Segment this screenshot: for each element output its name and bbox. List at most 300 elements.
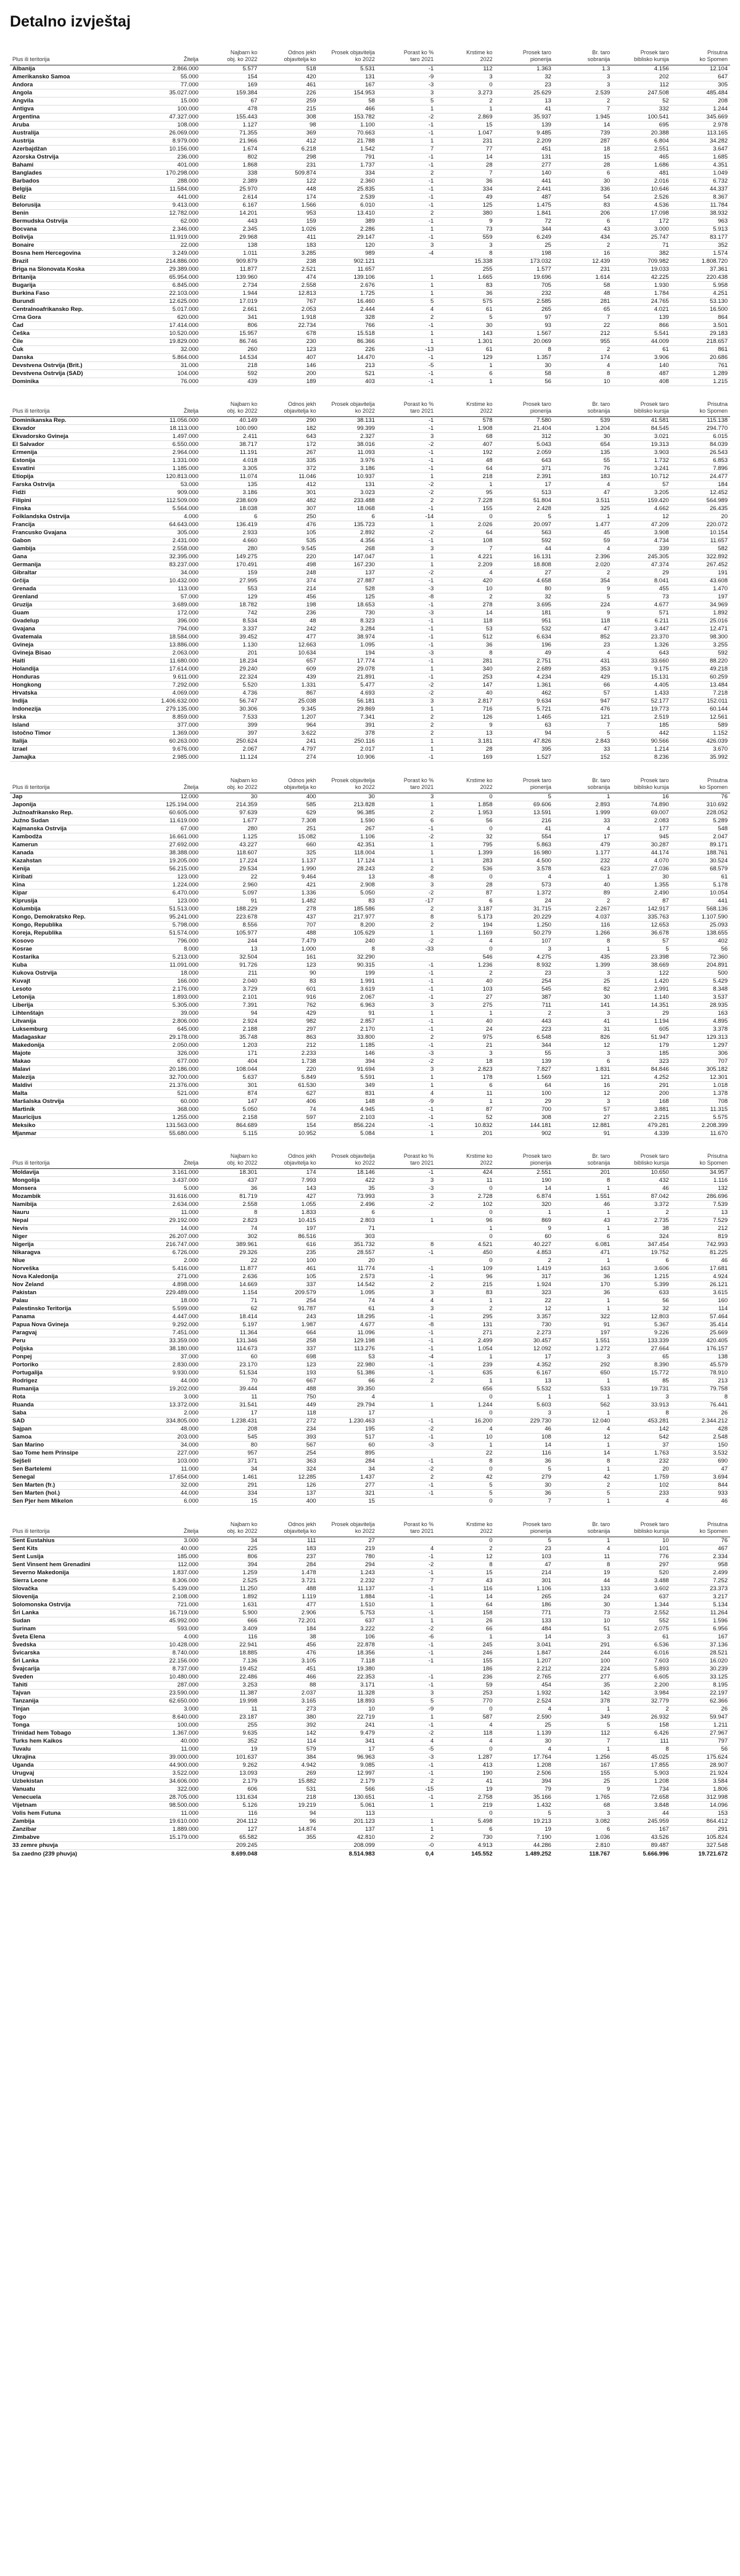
cell-baptized: 190 bbox=[436, 1769, 495, 1777]
table-row bbox=[10, 1609, 730, 1617]
table-header-row bbox=[10, 41, 730, 65]
cell-bible-studies: 3.906 bbox=[612, 353, 671, 361]
cell-average-publishers: 1.590 bbox=[319, 817, 377, 825]
cell-baptized: 450 bbox=[436, 1249, 495, 1257]
cell-population: 32.000 bbox=[142, 1482, 201, 1490]
cell-ratio: 3.721 bbox=[260, 1577, 318, 1585]
cell-baptized: 14 bbox=[436, 153, 495, 161]
cell-average-pioneers: 705 bbox=[495, 281, 554, 289]
cell-population: 34.000 bbox=[142, 569, 201, 577]
cell-congregations: 224 bbox=[554, 1665, 612, 1673]
table-row bbox=[10, 1393, 730, 1402]
cell-population: 100.000 bbox=[142, 105, 201, 113]
cell-territory: Guam bbox=[10, 609, 142, 617]
cell-territory: Nevis bbox=[10, 1225, 142, 1233]
cell-memorial-attendance: 1.215 bbox=[672, 378, 730, 386]
cell-peak-publishers: 250.624 bbox=[201, 738, 260, 746]
cell-increase: -1 bbox=[377, 1793, 436, 1801]
table-row bbox=[10, 265, 730, 273]
cell-baptized: 0 bbox=[436, 793, 495, 801]
cell-average-pioneers: 30 bbox=[495, 1737, 554, 1745]
cell-ratio: 4.797 bbox=[260, 746, 318, 754]
cell-population: 9.611.000 bbox=[142, 674, 201, 682]
cell-bible-studies: 5.903 bbox=[612, 1769, 671, 1777]
cell-congregations: 281 bbox=[554, 297, 612, 305]
cell-average-pioneers: 13.591 bbox=[495, 809, 554, 817]
cell-bible-studies: 56 bbox=[612, 1297, 671, 1305]
cell-ratio: 400 bbox=[260, 1498, 318, 1506]
cell-congregations: 133 bbox=[554, 1585, 612, 1593]
cell-territory: Madagaskar bbox=[10, 1033, 142, 1041]
cell-population: 120.813.000 bbox=[142, 473, 201, 481]
cell-territory: Švajcarija bbox=[10, 1665, 142, 1673]
cell-bible-studies: 29 bbox=[612, 1009, 671, 1017]
cell-ratio: 2.521 bbox=[260, 265, 318, 273]
cell-population: 44.000 bbox=[142, 1490, 201, 1498]
cell-congregations: 7 bbox=[554, 105, 612, 113]
cell-average-publishers: 895 bbox=[319, 1450, 377, 1458]
cell-memorial-attendance: 1.806 bbox=[672, 1785, 730, 1793]
cell-average-publishers: 167.230 bbox=[319, 561, 377, 569]
cell-territory: Moldavija bbox=[10, 1169, 142, 1177]
cell-memorial-attendance: 175.624 bbox=[672, 1753, 730, 1761]
cell-territory: Holandija bbox=[10, 666, 142, 674]
cell-average-publishers: 167 bbox=[319, 81, 377, 89]
table-row bbox=[10, 857, 730, 865]
cell-congregations: 1.831 bbox=[554, 1065, 612, 1073]
cell-population: 10.480.000 bbox=[142, 1673, 201, 1681]
cell-average-publishers: 2.857 bbox=[319, 1017, 377, 1025]
cell-congregations: 1 bbox=[554, 1185, 612, 1193]
cell-average-pioneers: 41 bbox=[495, 105, 554, 113]
cell-congregations: 91 bbox=[554, 1129, 612, 1137]
cell-territory: Paragvaj bbox=[10, 1329, 142, 1337]
cell-increase: -1 bbox=[377, 217, 436, 225]
cell-territory: Sierra Leone bbox=[10, 1577, 142, 1585]
cell-increase: -15 bbox=[377, 1785, 436, 1793]
cell-bible-studies: 15.131 bbox=[612, 674, 671, 682]
cell-average-publishers: 902.121 bbox=[319, 257, 377, 265]
cell-bible-studies: 61 bbox=[612, 1633, 671, 1641]
cell-ratio: 767 bbox=[260, 297, 318, 305]
cell-memorial-attendance: 3.532 bbox=[672, 1450, 730, 1458]
table-row bbox=[10, 1745, 730, 1753]
cell-average-pioneers: 19.696 bbox=[495, 273, 554, 281]
table-row bbox=[10, 121, 730, 129]
column-header-memorial-attendance: Prisutna ko Spomen bbox=[672, 394, 730, 417]
cell-congregations: 231 bbox=[554, 265, 612, 273]
cell-average-publishers: 1.243 bbox=[319, 1569, 377, 1577]
cell-average-pioneers: 5.603 bbox=[495, 1402, 554, 1410]
cell-territory: Češka bbox=[10, 329, 142, 337]
table-row bbox=[10, 417, 730, 425]
table-row bbox=[10, 985, 730, 993]
cell-congregations: 212 bbox=[554, 329, 612, 337]
table-row bbox=[10, 674, 730, 682]
cell-average-publishers: 90.315 bbox=[319, 961, 377, 969]
cell-congregations: 1 bbox=[554, 1410, 612, 1418]
cell-population: 287.000 bbox=[142, 1681, 201, 1689]
cell-bible-studies: 2.526 bbox=[612, 193, 671, 201]
cell-peak-publishers: 18.038 bbox=[201, 505, 260, 513]
cell-average-publishers: 856.224 bbox=[319, 1121, 377, 1129]
cell-territory: Dominikanska Rep. bbox=[10, 417, 142, 425]
cell-baptized: 0 bbox=[436, 1745, 495, 1753]
cell-population: 8.740.000 bbox=[142, 1649, 201, 1657]
cell-bible-studies: 2 bbox=[612, 1705, 671, 1713]
cell-bible-studies: 33.660 bbox=[612, 658, 671, 666]
cell-average-pioneers: 3.357 bbox=[495, 1313, 554, 1321]
cell-ratio: 19.219 bbox=[260, 1801, 318, 1809]
cell-average-pioneers: 265 bbox=[495, 305, 554, 313]
cell-increase: 2 bbox=[377, 1281, 436, 1289]
cell-baptized: 2.869 bbox=[436, 113, 495, 121]
cell-increase: -1 bbox=[377, 1434, 436, 1442]
cell-congregations: 55 bbox=[554, 457, 612, 465]
cell-population: 15.000 bbox=[142, 97, 201, 105]
cell-baptized: 19 bbox=[436, 1785, 495, 1793]
cell-bible-studies: 291 bbox=[612, 1081, 671, 1089]
cell-bible-studies: 74.890 bbox=[612, 801, 671, 809]
cell-congregations: 1 bbox=[554, 1297, 612, 1305]
cell-territory: Severno Makedonija bbox=[10, 1569, 142, 1577]
cell-congregations: 3 bbox=[554, 1633, 612, 1641]
table-row bbox=[10, 1785, 730, 1793]
cell-congregations: 12 bbox=[554, 1434, 612, 1442]
table-row bbox=[10, 825, 730, 833]
cell-bible-studies: 465 bbox=[612, 153, 671, 161]
cell-baptized: 1 bbox=[436, 1377, 495, 1385]
cell-average-publishers: 28.243 bbox=[319, 865, 377, 873]
cell-peak-publishers: 67 bbox=[201, 97, 260, 105]
cell-baptized: 1.908 bbox=[436, 425, 495, 433]
cell-population: 32.700.000 bbox=[142, 1073, 201, 1081]
cell-average-publishers: 3.619 bbox=[319, 985, 377, 993]
cell-baptized: 559 bbox=[436, 233, 495, 241]
cell-peak-publishers: 31.541 bbox=[201, 1402, 260, 1410]
cell-congregations: 2.267 bbox=[554, 905, 612, 913]
cell-population: 34.606.000 bbox=[142, 1777, 201, 1785]
table-row bbox=[10, 1809, 730, 1817]
cell-increase: -1 bbox=[377, 617, 436, 625]
cell-increase: 3 bbox=[377, 881, 436, 889]
cell-baptized: 716 bbox=[436, 706, 495, 714]
cell-bible-studies: 5.367 bbox=[612, 1321, 671, 1329]
cell-increase: 3 bbox=[377, 1177, 436, 1185]
cell-memorial-attendance: 46 bbox=[672, 1498, 730, 1506]
cell-increase: 1 bbox=[377, 105, 436, 113]
cell-baptized: 1 bbox=[436, 481, 495, 489]
cell-territory: Bolivija bbox=[10, 233, 142, 241]
cell-congregations: 2.810 bbox=[554, 1841, 612, 1849]
cell-territory: Gvineja bbox=[10, 642, 142, 650]
cell-ratio: 477 bbox=[260, 634, 318, 642]
cell-baptized: 131 bbox=[436, 1321, 495, 1329]
cell-ratio: 198 bbox=[260, 601, 318, 609]
cell-average-publishers: 1.230.463 bbox=[319, 1418, 377, 1426]
cell-average-pioneers: 23 bbox=[495, 1545, 554, 1553]
cell-ratio: 1.026 bbox=[260, 225, 318, 233]
cell-peak-publishers: 1.125 bbox=[201, 833, 260, 841]
cell-average-publishers: 73.993 bbox=[319, 1193, 377, 1201]
cell-average-publishers: 334 bbox=[319, 169, 377, 177]
column-header-memorial-attendance: Prisutna ko Spomen bbox=[672, 769, 730, 793]
table-row bbox=[10, 1097, 730, 1105]
cell-average-publishers: 13.410 bbox=[319, 209, 377, 217]
table-row bbox=[10, 1482, 730, 1490]
cell-ratio: 1.055 bbox=[260, 1201, 318, 1209]
cell-congregations: 3.082 bbox=[554, 1817, 612, 1825]
cell-peak-publishers: 5.900 bbox=[201, 1609, 260, 1617]
cell-population: 3.000 bbox=[142, 1537, 201, 1545]
cell-bible-studies: 2 bbox=[612, 1209, 671, 1217]
table-row bbox=[10, 865, 730, 873]
cell-baptized: 0 bbox=[436, 1393, 495, 1402]
cell-memorial-attendance: 26.543 bbox=[672, 449, 730, 457]
cell-peak-publishers: 478 bbox=[201, 105, 260, 113]
cell-peak-publishers: 334 bbox=[201, 1490, 260, 1498]
cell-ratio: 1.482 bbox=[260, 897, 318, 905]
cell-congregations: 201 bbox=[554, 1169, 612, 1177]
cell-ratio: 248 bbox=[260, 569, 318, 577]
cell-peak-publishers: 40.149 bbox=[201, 417, 260, 425]
cell-bible-studies: 4.156 bbox=[612, 65, 671, 73]
cell-peak-publishers: 2.525 bbox=[201, 1577, 260, 1585]
cell-increase bbox=[377, 1809, 436, 1817]
cell-territory: Samoa bbox=[10, 1434, 142, 1442]
cell-average-pioneers: 25.629 bbox=[495, 89, 554, 97]
cell-average-publishers: 8.200 bbox=[319, 921, 377, 929]
column-header-increase: Porast ko % taro 2021 bbox=[377, 394, 436, 417]
cell-peak-publishers: 7.533 bbox=[201, 714, 260, 722]
cell-memorial-attendance: 310.692 bbox=[672, 801, 730, 809]
cell-territory: Makao bbox=[10, 1057, 142, 1065]
table-row bbox=[10, 1281, 730, 1289]
cell-peak-publishers: 806 bbox=[201, 1553, 260, 1561]
cell-population: 131.563.000 bbox=[142, 1121, 201, 1129]
cell-ratio: 2.053 bbox=[260, 305, 318, 313]
cell-increase: -1 bbox=[377, 601, 436, 609]
cell-baptized: 283 bbox=[436, 857, 495, 865]
cell-baptized: 103 bbox=[436, 985, 495, 993]
cell-peak-publishers: 154 bbox=[201, 73, 260, 81]
cell-bible-studies: 202 bbox=[612, 73, 671, 81]
cell-memorial-attendance: 5.429 bbox=[672, 977, 730, 985]
cell-average-pioneers: 181 bbox=[495, 609, 554, 617]
cell-increase: -1 bbox=[377, 825, 436, 833]
cell-ratio: 657 bbox=[260, 658, 318, 666]
table-row bbox=[10, 642, 730, 650]
cell-population: 3.161.000 bbox=[142, 1169, 201, 1177]
table-row bbox=[10, 1673, 730, 1681]
cell-average-pioneers: 116 bbox=[495, 1450, 554, 1458]
cell-increase: 3 bbox=[377, 1305, 436, 1313]
cell-congregations: 2.396 bbox=[554, 553, 612, 561]
cell-territory: Ponpej bbox=[10, 1353, 142, 1361]
cell-territory: Zimbabve bbox=[10, 1833, 142, 1841]
cell-bible-studies: 10.646 bbox=[612, 185, 671, 193]
cell-memorial-attendance: 485.484 bbox=[672, 89, 730, 97]
cell-bible-studies: 339 bbox=[612, 545, 671, 553]
cell-memorial-attendance: 21.924 bbox=[672, 1769, 730, 1777]
cell-increase: 3 bbox=[377, 89, 436, 97]
cell-average-publishers: 268 bbox=[319, 545, 377, 553]
cell-bible-studies: 71 bbox=[612, 241, 671, 249]
cell-territory: Rumanija bbox=[10, 1385, 142, 1393]
cell-ratio: 86.516 bbox=[260, 1233, 318, 1241]
cell-ratio: 449 bbox=[260, 1402, 318, 1410]
table-row bbox=[10, 1081, 730, 1089]
cell-memorial-attendance: 47 bbox=[672, 1466, 730, 1474]
cell-bible-studies: 1.355 bbox=[612, 881, 671, 889]
cell-average-publishers: 146 bbox=[319, 1049, 377, 1057]
table-row bbox=[10, 1385, 730, 1393]
cell-increase: 2 bbox=[377, 1474, 436, 1482]
cell-territory: Palau bbox=[10, 1297, 142, 1305]
cell-increase: -2 bbox=[377, 113, 436, 121]
cell-peak-publishers: 127 bbox=[201, 1825, 260, 1833]
cell-increase: -2 bbox=[377, 690, 436, 698]
cell-increase: 2 bbox=[377, 497, 436, 505]
cell-average-pioneers: 20.229 bbox=[495, 913, 554, 921]
cell-baptized: 1 bbox=[436, 105, 495, 113]
cell-ratio: 456 bbox=[260, 593, 318, 601]
cell-memorial-attendance: 1.152 bbox=[672, 730, 730, 738]
table-row bbox=[10, 153, 730, 161]
cell-population: 396.000 bbox=[142, 617, 201, 625]
cell-congregations: 7 bbox=[554, 1737, 612, 1745]
cell-territory: Kajmanska Ostrvija bbox=[10, 825, 142, 833]
cell-memorial-attendance: 1.892 bbox=[672, 609, 730, 617]
cell-ratio: 1.478 bbox=[260, 1569, 318, 1577]
cell-average-publishers: 22.353 bbox=[319, 1673, 377, 1681]
cell-bible-studies: 1.214 bbox=[612, 746, 671, 754]
cell-peak-publishers: 29.240 bbox=[201, 666, 260, 674]
cell-ratio: 448 bbox=[260, 185, 318, 193]
cell-increase: 3 bbox=[377, 241, 436, 249]
cell-ratio: 335 bbox=[260, 457, 318, 465]
cell-average-pioneers: 1.932 bbox=[495, 1689, 554, 1697]
cell-average-publishers: 147.047 bbox=[319, 553, 377, 561]
cell-increase: -1 bbox=[377, 129, 436, 137]
cell-memorial-attendance: 30.524 bbox=[672, 857, 730, 865]
table-row bbox=[10, 1410, 730, 1418]
table-row bbox=[10, 617, 730, 625]
cell-peak-publishers: 138 bbox=[201, 241, 260, 249]
cell-bible-studies: 3 bbox=[612, 1393, 671, 1402]
cell-population: 521.000 bbox=[142, 1089, 201, 1097]
cell-bible-studies: 633 bbox=[612, 1289, 671, 1297]
cell-average-publishers: 185.586 bbox=[319, 905, 377, 913]
cell-memorial-attendance: 57.464 bbox=[672, 1313, 730, 1321]
cell-peak-publishers: 3.253 bbox=[201, 1681, 260, 1689]
cell-ratio: 38 bbox=[260, 1633, 318, 1641]
cell-population: 3.522.000 bbox=[142, 1769, 201, 1777]
cell-population: 48.000 bbox=[142, 1426, 201, 1434]
cell-memorial-attendance: 113.165 bbox=[672, 129, 730, 137]
cell-population: 3.249.000 bbox=[142, 249, 201, 257]
cell-ratio: 916 bbox=[260, 993, 318, 1001]
cell-peak-publishers: 1.631 bbox=[201, 1601, 260, 1609]
cell-population: 5.864.000 bbox=[142, 353, 201, 361]
cell-baptized: 15.338 bbox=[436, 257, 495, 265]
cell-population: 4.447.000 bbox=[142, 1313, 201, 1321]
cell-average-pioneers: 312 bbox=[495, 433, 554, 441]
cell-average-pioneers: 7.827 bbox=[495, 1065, 554, 1073]
cell-population: 12.782.000 bbox=[142, 209, 201, 217]
cell-territory: Nigerija bbox=[10, 1241, 142, 1249]
cell-increase: -1 bbox=[377, 961, 436, 969]
cell-congregations: 1.399 bbox=[554, 961, 612, 969]
cell-increase: 3 bbox=[377, 793, 436, 801]
cell-bible-studies: 168 bbox=[612, 1097, 671, 1105]
cell-congregations: 141 bbox=[554, 1001, 612, 1009]
cell-ratio: 439 bbox=[260, 674, 318, 682]
cell-average-publishers: 29.794 bbox=[319, 1402, 377, 1410]
cell-territory: Irska bbox=[10, 714, 142, 722]
cell-ratio: 243 bbox=[260, 1313, 318, 1321]
cell-increase: 1 bbox=[377, 289, 436, 297]
cell-peak-publishers: 9.262 bbox=[201, 1761, 260, 1769]
cell-bible-studies: 552 bbox=[612, 1617, 671, 1625]
cell-population: 2.431.000 bbox=[142, 537, 201, 545]
cell-population: 38.388.000 bbox=[142, 849, 201, 857]
cell-population: 57.000 bbox=[142, 593, 201, 601]
cell-average-publishers: 9.085 bbox=[319, 1761, 377, 1769]
cell-memorial-attendance: 150 bbox=[672, 1442, 730, 1450]
cell-territory: SAD bbox=[10, 1418, 142, 1426]
cell-average-pioneers: 12.092 bbox=[495, 1345, 554, 1353]
cell-memorial-attendance: 208 bbox=[672, 97, 730, 105]
cell-average-pioneers: 14 bbox=[495, 1633, 554, 1641]
cell-average-pioneers: 80 bbox=[495, 585, 554, 593]
cell-population: 83.237.000 bbox=[142, 561, 201, 569]
cell-bible-studies: 6.426 bbox=[612, 1729, 671, 1737]
cell-population: 1.837.000 bbox=[142, 1569, 201, 1577]
cell-population: 2.964.000 bbox=[142, 449, 201, 457]
cell-average-pioneers: 320 bbox=[495, 1201, 554, 1209]
cell-average-publishers: 349 bbox=[319, 1081, 377, 1089]
table-row bbox=[10, 481, 730, 489]
cell-baptized: 8 bbox=[436, 1561, 495, 1569]
cell-average-pioneers: 27 bbox=[495, 569, 554, 577]
cell-memorial-attendance: 267.452 bbox=[672, 561, 730, 569]
cell-memorial-attendance: 84.039 bbox=[672, 441, 730, 449]
report-section bbox=[10, 1513, 730, 1859]
cell-average-pioneers: 16.131 bbox=[495, 553, 554, 561]
cell-bible-studies: 102 bbox=[612, 1482, 671, 1490]
cell-population: 51.574.000 bbox=[142, 929, 201, 937]
cell-memorial-attendance: 589 bbox=[672, 722, 730, 730]
table-row bbox=[10, 1705, 730, 1713]
cell-population: 55.680.000 bbox=[142, 1129, 201, 1137]
cell-bible-studies: 27.036 bbox=[612, 865, 671, 873]
table-row bbox=[10, 881, 730, 889]
cell-baptized: 155 bbox=[436, 1657, 495, 1665]
cell-average-publishers: 2.892 bbox=[319, 529, 377, 537]
cell-territory: Danska bbox=[10, 353, 142, 361]
cell-bible-studies: 776 bbox=[612, 1553, 671, 1561]
cell-ratio: 400 bbox=[260, 793, 318, 801]
cell-territory: 33 zemre phuvja bbox=[10, 1841, 142, 1849]
cell-congregations: 1.945 bbox=[554, 113, 612, 121]
cell-congregations: 30 bbox=[554, 993, 612, 1001]
cell-baptized: 413 bbox=[436, 1761, 495, 1769]
cell-ratio: 111 bbox=[260, 1537, 318, 1545]
table-row bbox=[10, 129, 730, 137]
cell-peak-publishers: 1.944 bbox=[201, 289, 260, 297]
cell-increase: -2 bbox=[377, 481, 436, 489]
